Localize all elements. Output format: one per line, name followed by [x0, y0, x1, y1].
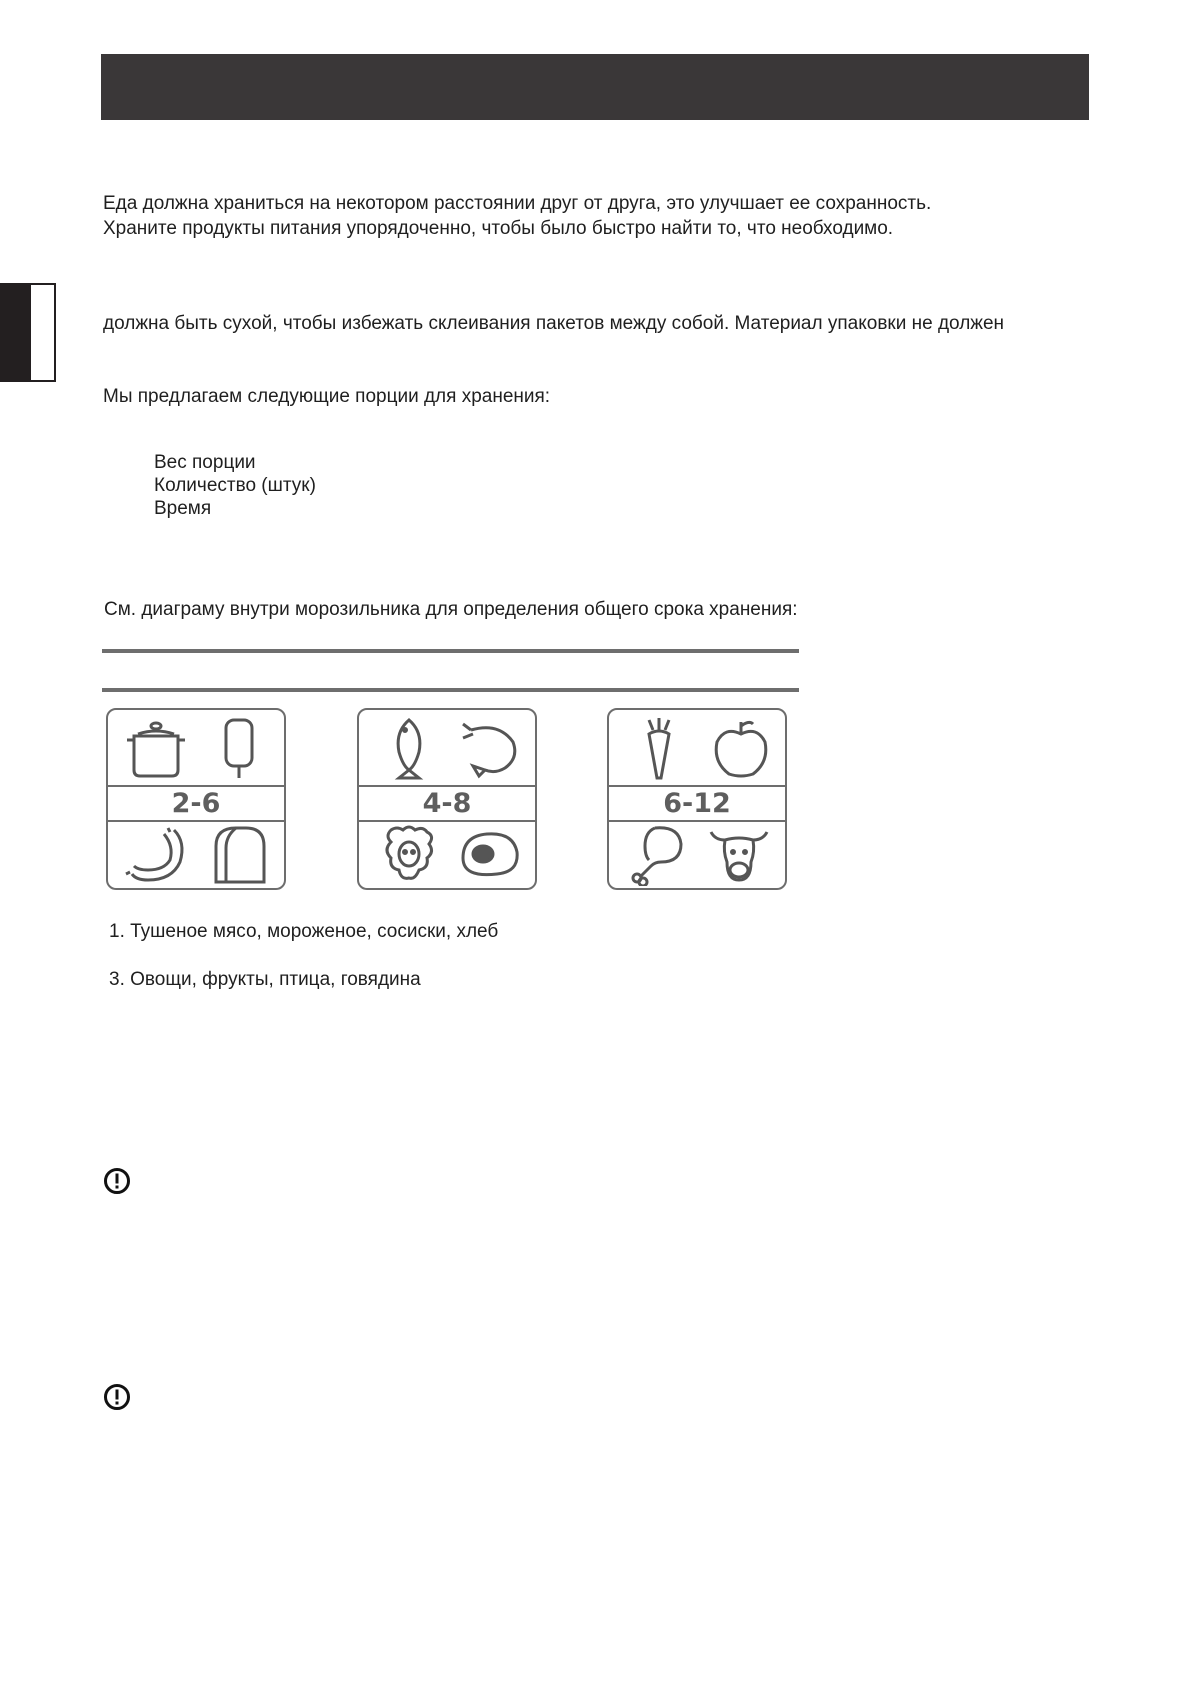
legend-item-3: 3. Овощи, фрукты, птица, говядина — [109, 969, 421, 990]
sheep-icon — [377, 822, 441, 886]
apple-icon — [709, 716, 773, 780]
bread-icon — [206, 822, 270, 886]
paragraph-spacing-line2: Храните продукты питания упорядоченно, чтобы было быстро найти то, что необходимо. — [103, 218, 894, 239]
panel-1-range: 2-6 — [108, 785, 284, 822]
divider-top — [102, 649, 799, 653]
shrimp-icon — [459, 716, 523, 780]
drumstick-icon — [625, 822, 689, 886]
portion-count: Количество (штук) — [154, 475, 316, 496]
paragraph-spacing-line1: Еда должна храниться на некотором расстоянии друг от друга, это улучшает ее сохранность. — [103, 193, 932, 214]
pot-icon — [124, 716, 188, 780]
storage-panel-3 — [607, 708, 787, 890]
paragraph-portions-intro: Мы предлагаем следующие порции для хранения: — [103, 386, 551, 407]
carrot-icon — [627, 716, 691, 780]
panel-2-range: 4-8 — [359, 785, 535, 822]
sausage-icon — [124, 822, 188, 886]
paragraph-diagram-ref: См. диаграму внутри морозильника для определения общего срока хранения: — [104, 599, 798, 620]
warning-icon — [103, 1383, 131, 1411]
steak-icon — [457, 822, 521, 886]
storage-panel-2 — [357, 708, 537, 890]
fish-icon — [377, 716, 441, 780]
warning-icon — [103, 1167, 131, 1195]
popsicle-icon — [208, 716, 272, 780]
legend-item-1: 1. Тушеное мясо, мороженое, сосиски, хлеб — [109, 921, 499, 942]
panel-3-range: 6-12 — [609, 785, 785, 822]
side-tab-inner — [31, 285, 54, 380]
paragraph-packaging: должна быть сухой, чтобы избежать склеивания пакетов между собой. Материал упаковки не должен — [103, 313, 1005, 334]
divider-bottom — [102, 688, 799, 692]
header-bar — [101, 54, 1089, 120]
storage-panel-1 — [106, 708, 286, 890]
portion-weight: Вес порции — [154, 452, 256, 473]
cow-icon — [707, 822, 771, 886]
portion-time: Время — [154, 498, 212, 519]
